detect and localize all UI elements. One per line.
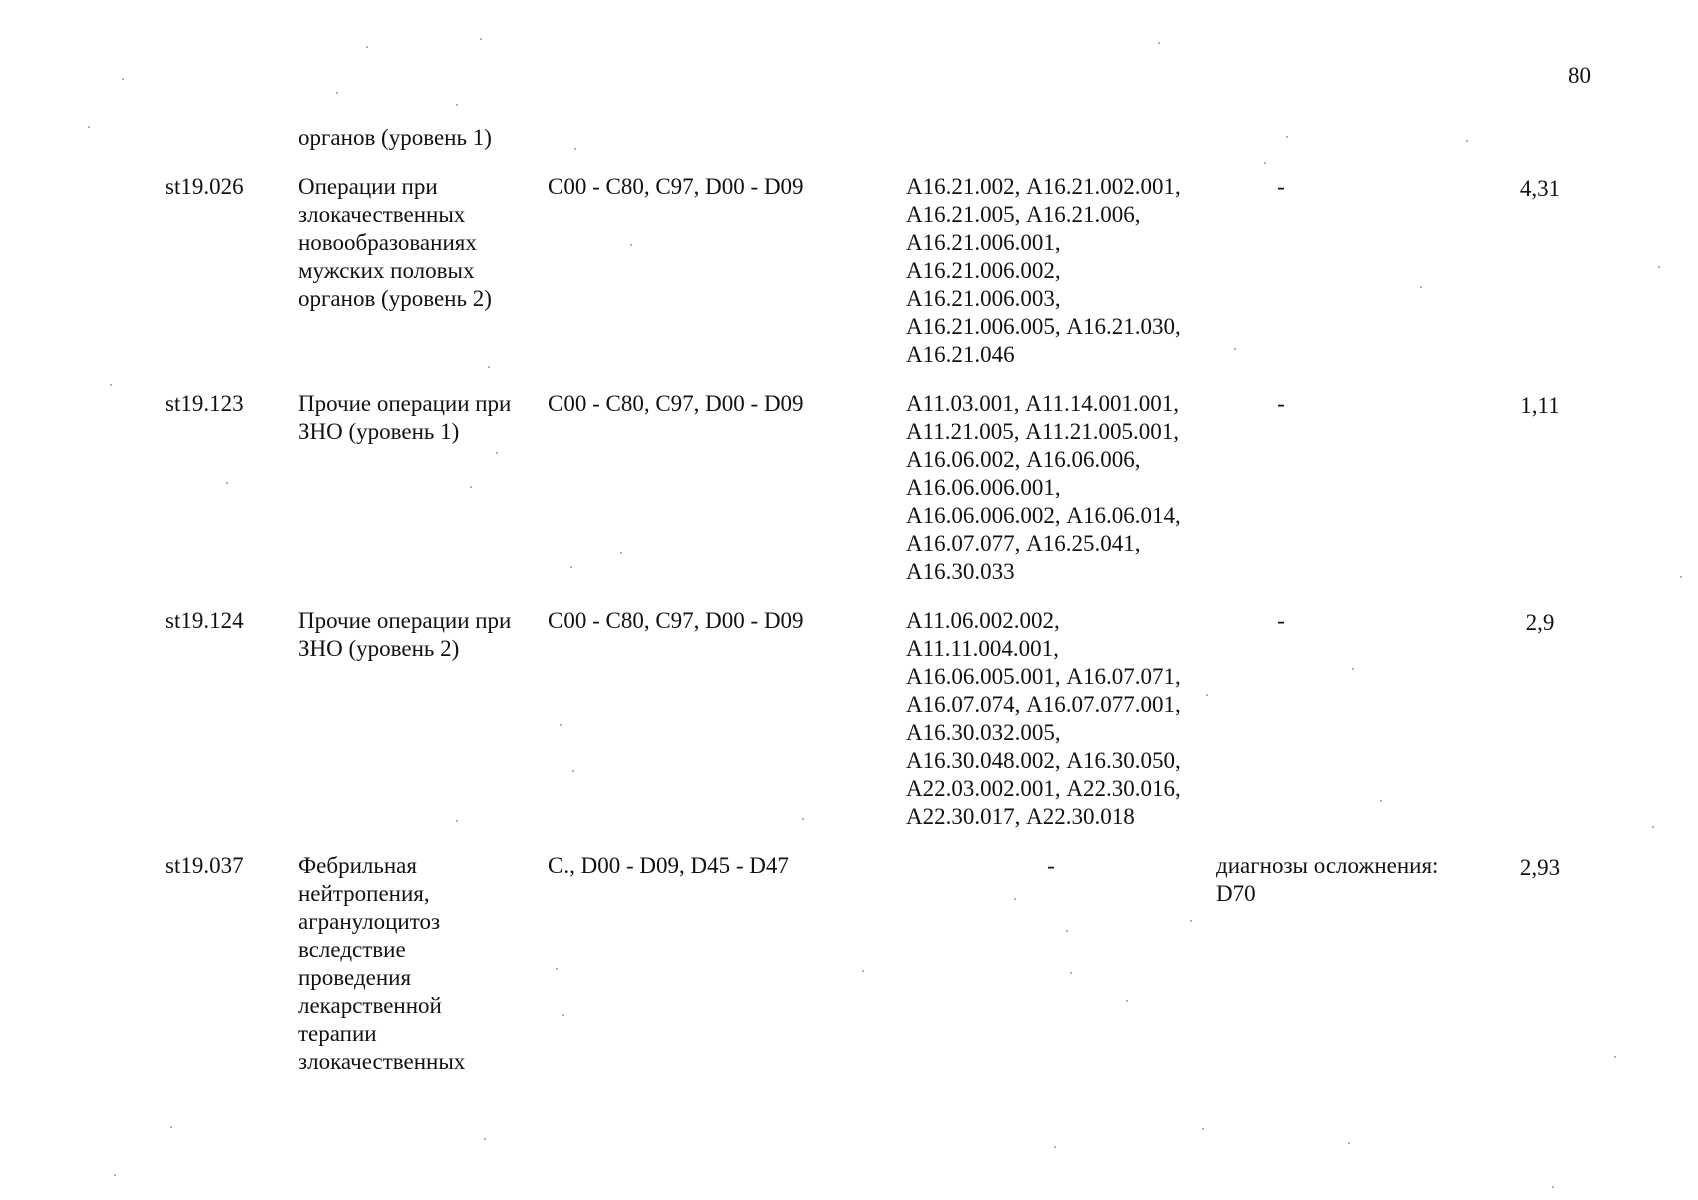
scan-speck: [1680, 576, 1682, 578]
scan-speck: [562, 1014, 564, 1016]
scan-speck: [862, 970, 864, 972]
scan-speck: [484, 1138, 486, 1140]
row-services: А11.03.001, А11.14.001.001, А11.21.005, А11.21.005.001, А16.06.002, А16.06.006, А16.06.006.001, А16.06.006.002, А16.06.014, А16.07.077, А16.25.041, А16.30.033: [906, 391, 1181, 584]
scan-speck: [170, 1126, 172, 1128]
scan-speck: [1206, 694, 1208, 696]
scan-speck: [1054, 1146, 1056, 1148]
scan-speck: [1202, 1128, 1204, 1130]
row-other: -: [1277, 174, 1285, 199]
row-other: диагнозы осложнения: D70: [1216, 853, 1439, 906]
row-coefficient: 4,31: [1519, 176, 1561, 201]
scan-speck: [1066, 930, 1068, 932]
scan-speck: [88, 126, 90, 128]
scan-speck: [1420, 286, 1422, 288]
row-code: st19.123: [165, 391, 244, 416]
scan-speck: [1652, 826, 1654, 828]
scan-speck: [802, 818, 804, 820]
row-diagnoses: С00 - С80, С97, D00 - D09: [548, 174, 804, 199]
scan-speck: [496, 452, 498, 454]
continuation-name: органов (уровень 1): [298, 125, 492, 150]
row-diagnoses: С., D00 - D09, D45 - D47: [548, 853, 789, 878]
row-coefficient: 2,9: [1525, 610, 1555, 635]
scan-speck: [488, 366, 490, 368]
row-code: st19.026: [165, 174, 244, 199]
row-services: А16.21.002, А16.21.002.001, А16.21.005, А16.21.006, А16.21.006.001, А16.21.006.002, А16.21.006.003, А16.21.006.005, А16.21.030, А16.21.046: [906, 174, 1181, 367]
row-name: Прочие операции при ЗНО (уровень 2): [298, 608, 512, 661]
row-name: Прочие операции при ЗНО (уровень 1): [298, 391, 512, 444]
scan-speck: [1234, 348, 1236, 350]
scan-speck: [122, 78, 124, 80]
scan-speck: [1286, 136, 1288, 138]
row-other: -: [1277, 608, 1285, 633]
scan-speck: [1348, 1142, 1350, 1144]
scan-speck: [1552, 1186, 1554, 1188]
scan-speck: [1158, 42, 1160, 44]
scan-speck: [114, 1174, 116, 1176]
row-coefficient: 1,11: [1520, 393, 1560, 418]
scan-speck: [456, 104, 458, 106]
scan-speck: [480, 38, 482, 40]
scan-speck: [556, 968, 558, 970]
scan-speck: [574, 148, 576, 150]
scan-speck: [1126, 1000, 1128, 1002]
scan-speck: [560, 724, 562, 726]
scan-speck: [570, 566, 572, 568]
scan-speck: [110, 384, 112, 386]
scan-speck: [226, 482, 228, 484]
scan-speck: [1014, 898, 1016, 900]
scan-speck: [456, 820, 458, 822]
scan-speck: [1190, 920, 1192, 922]
row-coefficient: 2,93: [1519, 855, 1561, 880]
row-other: -: [1277, 391, 1285, 416]
scan-speck: [630, 244, 632, 246]
scan-speck: [366, 46, 368, 48]
scan-speck: [470, 486, 472, 488]
row-name: Фебрильная нейтропения, агранулоцитоз вследствие проведения лекарственной терапии злокачественных: [298, 853, 466, 1074]
page-number: 80: [1568, 63, 1591, 88]
scan-speck: [1466, 140, 1468, 142]
row-code: st19.037: [165, 853, 244, 878]
row-diagnoses: С00 - С80, С97, D00 - D09: [548, 608, 804, 633]
scan-speck: [1658, 266, 1660, 268]
scan-speck: [1352, 668, 1354, 670]
scan-speck: [1070, 972, 1072, 974]
row-services: А11.06.002.002, А11.11.004.001, А16.06.005.001, А16.07.071, А16.07.074, А16.07.077.001, А16.30.032.005, А16.30.048.002, А16.30.050, А22.03.002.001, А22.30.016, А22.30.017, А22.30.018: [906, 608, 1181, 829]
row-services: -: [1047, 853, 1055, 878]
row-diagnoses: С00 - С80, С97, D00 - D09: [548, 391, 804, 416]
scan-speck: [1614, 1056, 1616, 1058]
row-code: st19.124: [165, 608, 244, 633]
scan-speck: [1380, 800, 1382, 802]
scan-speck: [572, 770, 574, 772]
scan-speck: [1264, 162, 1266, 164]
scan-speck: [336, 92, 338, 94]
scan-speck: [620, 552, 622, 554]
row-name: Операции при злокачественных новообразованиях мужских половых органов (уровень 2): [298, 174, 492, 311]
